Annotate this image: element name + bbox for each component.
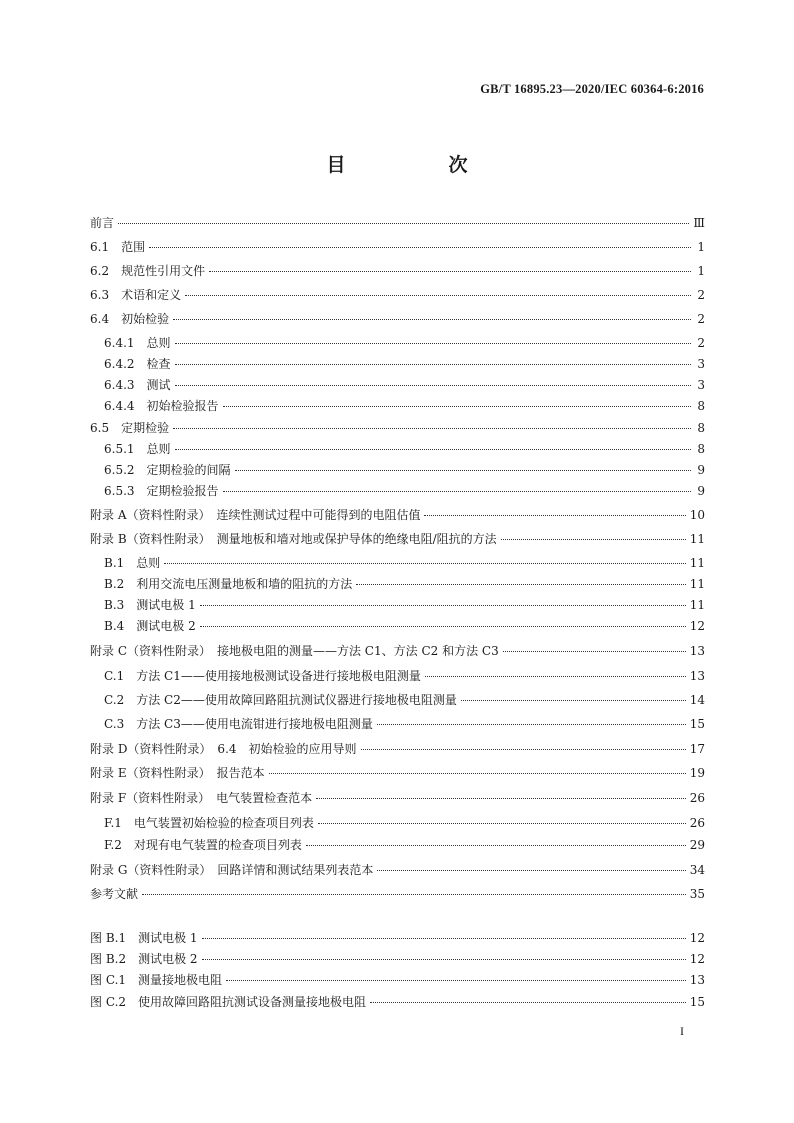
toc-entry-page: 2 [697,288,705,302]
toc-entry-label: 6.4 初始检验 [90,312,170,326]
standard-number: GB/T 16895.23—2020/IEC 60364-6:2016 [480,82,704,96]
dot-leader [318,823,686,824]
toc-entry-page: 26 [689,816,705,830]
toc-entry-label: 附录 B（资料性附录） 测量地板和墙对地或保护导体的绝缘电阻/阻抗的方法 [90,532,497,546]
toc-entry-page: 12 [689,619,705,633]
toc-entry[interactable] [104,555,705,571]
figure-entry[interactable] [90,930,705,946]
toc-entry[interactable] [90,263,705,279]
toc-entry-label: 6.2 规范性引用文件 [90,264,206,278]
toc-entry[interactable] [90,790,705,806]
dot-leader [235,470,691,471]
toc-entry-label: 6.4.4 初始检验报告 [104,399,219,413]
dot-leader [185,295,691,296]
toc-entry[interactable] [90,862,705,878]
dot-leader [424,515,685,516]
toc-entry[interactable] [104,335,705,351]
toc-entry-label: 附录 A（资料性附录） 连续性测试过程中可能得到的电阻估值 [90,508,421,522]
toc-entry[interactable] [104,692,705,708]
toc-entry[interactable] [104,576,705,592]
toc-entry[interactable] [90,507,705,523]
figure-entry-label: 图 B.2 测试电极 2 [90,952,198,966]
toc-entry[interactable] [90,420,705,436]
toc-entry-label: C.3 方法 C3——使用电流钳进行接地极电阻测量 [104,717,373,731]
dot-leader [370,1002,686,1003]
toc-entry-label: C.1 方法 C1——使用接地极测试设备进行接地极电阻测量 [104,669,421,683]
toc-entry-page: 8 [697,399,705,413]
dot-leader [377,870,685,871]
toc-entry[interactable] [90,886,705,902]
toc-entry-page: 15 [689,717,705,731]
dot-leader [175,364,691,365]
dot-leader [164,563,685,564]
figure-entry-label: 图 C.1 测量接地极电阻 [90,973,223,987]
toc-entry[interactable] [90,643,705,659]
toc-entry[interactable] [104,618,705,634]
toc-entry-page: 13 [689,669,705,683]
dot-leader [175,449,691,450]
toc-entry[interactable] [90,765,705,781]
toc-entry-page: 2 [697,312,705,326]
dot-leader [223,406,691,407]
toc-entry-page: 9 [697,463,705,477]
toc-entry-page: 10 [689,508,705,522]
toc-entry-label: B.1 总则 [104,556,161,570]
toc-entry-page: 11 [689,532,705,546]
toc-entry[interactable] [104,356,705,372]
figure-entry[interactable] [90,972,705,988]
toc-entry-page: 9 [697,484,705,498]
toc-entry-page: 13 [689,644,705,658]
dot-leader [175,385,691,386]
dot-leader [173,428,691,429]
toc-entry-label: 参考文献 [90,887,139,901]
toc-entry-label: F.1 电气装置初始检验的检查项目列表 [104,816,314,830]
toc-entry-label: 附录 E（资料性附录） 报告范本 [90,766,265,780]
toc-entry[interactable] [90,239,705,255]
toc-entry-page: 19 [689,766,705,780]
toc-entry-page: 34 [689,863,705,877]
toc-entry[interactable] [104,462,705,478]
dot-leader [226,980,686,981]
toc-entry-label: 6.1 范围 [90,240,146,254]
toc-entry[interactable] [90,741,705,757]
dot-leader [501,539,686,540]
toc-entry-page: 11 [689,598,705,612]
toc-entry-page: 35 [689,887,705,901]
toc-entry-page: 8 [697,421,705,435]
dot-leader [503,651,686,652]
figure-entry-label: 图 C.2 使用故障回路阻抗测试设备测量接地极电阻 [90,995,367,1009]
toc-entry-page: 8 [697,442,705,456]
dot-leader [175,343,691,344]
toc-entry[interactable] [104,837,705,853]
figure-entry-page: 13 [689,973,705,987]
dot-leader [200,605,686,606]
toc-entry-page: 11 [689,556,705,570]
toc-entry-page: 1 [697,264,705,278]
toc-entry-page: 26 [689,791,705,805]
dot-leader [118,223,689,224]
toc-entry-page: Ⅲ [693,216,705,230]
toc-entry-page: 14 [689,693,705,707]
toc-entry-label: 6.4.3 测试 [104,378,171,392]
toc-entry-label: 附录 F（资料性附录） 电气装置检查范本 [90,791,313,805]
dot-leader [356,584,685,585]
page-number: I [680,1024,684,1038]
dot-leader [425,676,686,677]
toc-entry[interactable] [104,441,705,457]
toc-entry[interactable] [90,215,705,231]
dot-leader [269,773,686,774]
dot-leader [200,626,686,627]
toc-entry[interactable] [104,815,705,831]
toc-entry-label: 附录 G（资料性附录） 回路详情和测试结果列表范本 [90,863,374,877]
toc-entry-page: 29 [689,838,705,852]
toc-entry[interactable] [104,597,705,613]
toc-entry-page: 3 [697,378,705,392]
toc-entry[interactable] [104,668,705,684]
figure-entry-page: 15 [689,995,705,1009]
toc-entry-label: 6.5 定期检验 [90,421,170,435]
toc-entry[interactable] [90,287,705,303]
figure-entry[interactable] [90,951,705,967]
toc-entry-label: 附录 D（资料性附录） 6.4 初始检验的应用导则 [90,742,357,756]
toc-entry-label: 6.3 术语和定义 [90,288,182,302]
toc-entry-page: 1 [697,240,705,254]
toc-entry-page: 17 [689,742,705,756]
dot-leader [361,749,686,750]
toc-entry-label: 6.4.1 总则 [104,336,171,350]
toc-entry-page: 11 [689,577,705,591]
toc-entry[interactable] [104,377,705,393]
dot-leader [461,700,686,701]
dot-leader [202,959,686,960]
dot-leader [202,938,686,939]
dot-leader [223,491,691,492]
dot-leader [142,894,686,895]
toc-entry-label: B.4 测试电极 2 [104,619,196,633]
figure-entry-page: 12 [689,931,705,945]
toc-entry-label: 6.5.3 定期检验报告 [104,484,219,498]
figure-entry-label: 图 B.1 测试电极 1 [90,931,198,945]
dot-leader [149,247,691,248]
toc-entry[interactable] [104,483,705,499]
figure-entry[interactable] [90,994,705,1010]
toc-entry-label: 附录 C（资料性附录） 接地极电阻的测量——方法 C1、方法 C2 和方法 C3 [90,644,499,658]
toc-entry[interactable] [104,716,705,732]
dot-leader [316,798,686,799]
toc-entry-page: 3 [697,357,705,371]
dot-leader [173,319,691,320]
dot-leader [377,724,686,725]
toc-entry-label: B.3 测试电极 1 [104,598,196,612]
figure-entry-page: 12 [689,952,705,966]
toc-entry-label: 6.5.1 总则 [104,442,171,456]
toc-entry-label: 6.4.2 检查 [104,357,171,371]
toc-entry-label: 前言 [90,216,115,230]
toc-entry[interactable] [90,531,705,547]
toc-entry-page: 2 [697,336,705,350]
toc-entry-label: C.2 方法 C2——使用故障回路阻抗测试仪器进行接地极电阻测量 [104,693,457,707]
toc-entry-label: 6.5.2 定期检验的间隔 [104,463,231,477]
dot-leader [306,845,686,846]
toc-entry[interactable] [104,398,705,414]
toc-entry[interactable] [90,311,705,327]
page-title: 目 次 [326,154,510,176]
dot-leader [209,271,691,272]
toc-entry-label: F.2 对现有电气装置的检查项目列表 [104,838,302,852]
toc-entry-label: B.2 利用交流电压测量地板和墙的阻抗的方法 [104,577,353,591]
